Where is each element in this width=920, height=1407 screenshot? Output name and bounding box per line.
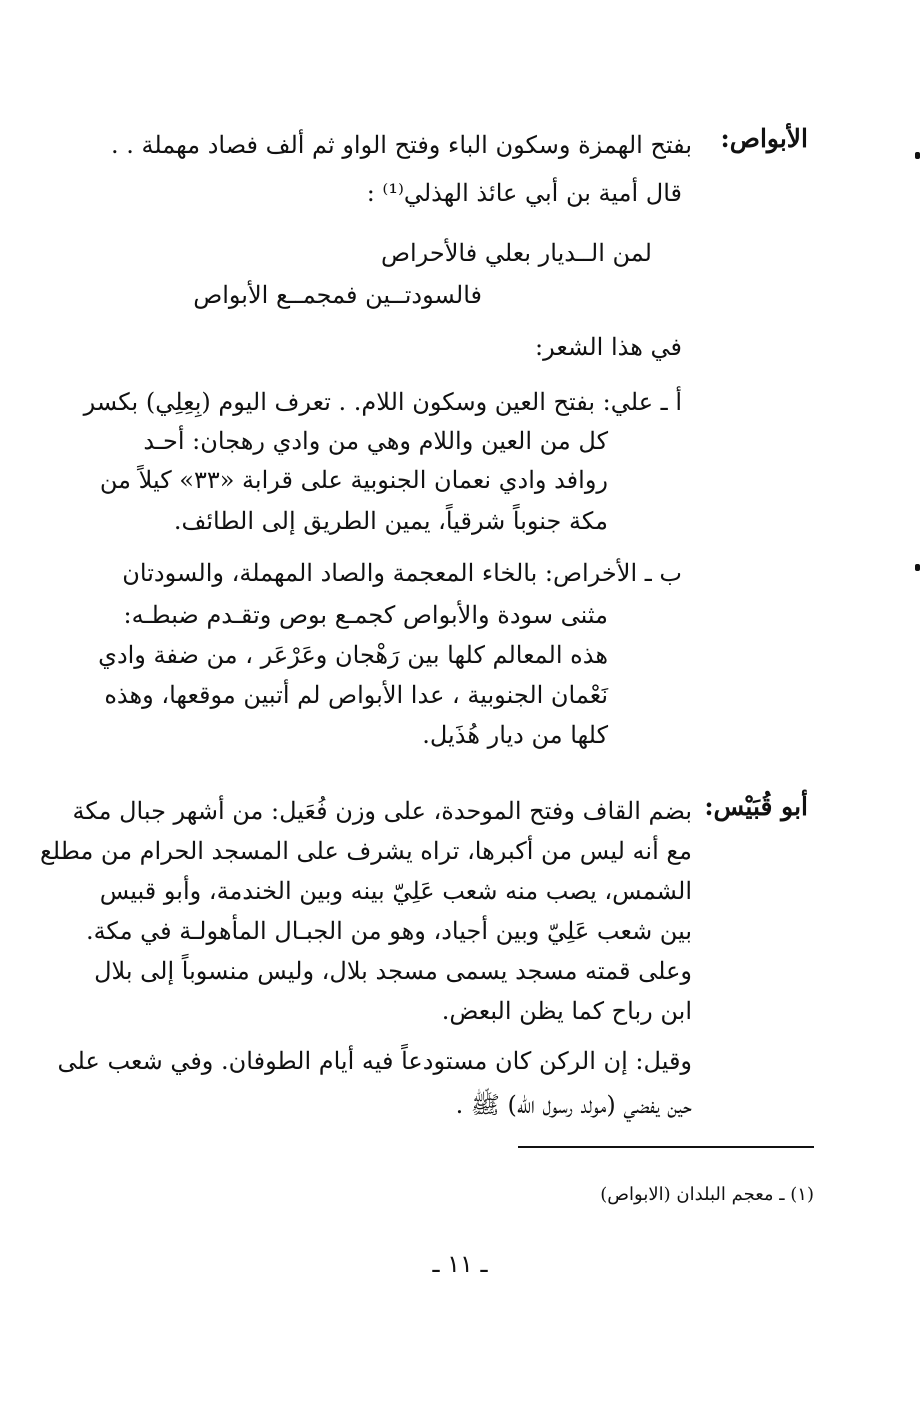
- subitem-line: هذه المعالم كلها بين رَهْجان وعَرْعَر ، من ضفة وادي: [98, 641, 608, 669]
- entry-text-line: وقيل: إن الركن كان مستودعاً فيه أيام الطوفان. وفي شعب على: [57, 1047, 692, 1075]
- scan-speck: [915, 152, 920, 159]
- subitem-line: كل من العين واللام وهي من وادي رهجان: أحـد: [143, 427, 608, 455]
- entry-term: الأبواص:: [720, 124, 808, 153]
- subitem-line: أ ـ علي: بفتح العين وسكون اللام. . تعرف اليوم (بِعِلِي) بكسر: [83, 388, 682, 416]
- entry-text-line: في هذا الشعر:: [535, 333, 682, 361]
- entry-text-line: حين يفضي (مولد رسول الله) ﷺ .: [455, 1091, 692, 1119]
- subitem-line: نَعْمان الجنوبية ، عدا الأبواص لم أتبين موقعها، وهذه: [104, 681, 608, 709]
- subitem-line: روافد وادي نعمان الجنوبية على قرابة «٣٣» كيلاً من: [99, 466, 608, 494]
- page-number: ـ ١١ ـ: [432, 1250, 488, 1278]
- entry-text-line: مع أنه ليس من أكبرها، تراه يشرف على المسجد الحرام من مطلع: [40, 837, 692, 865]
- footnote: (١) ـ معجم البلدان (الابواص): [600, 1184, 814, 1205]
- verse-line: فالسودتــين فمجمــع الأبواص: [193, 281, 482, 309]
- subitem-line: مكة جنوباً شرقياً، يمين الطريق إلى الطائف.: [173, 507, 608, 535]
- entry-text-line: قال أمية بن أبي عائذ الهذلي⁽¹⁾ :: [366, 179, 682, 207]
- subitem-line: كلها من ديار هُذَيل.: [422, 721, 608, 749]
- entry-text-line: الشمس، يصب منه شعب عَلِيّ بينه وبين الخندمة، وأبو قبيس: [99, 877, 692, 905]
- footnote-divider: [518, 1146, 814, 1148]
- subitem-line: مثنى سودة والأبواص كجمـع بوص وتقـدم ضبطـه:: [123, 601, 608, 629]
- entry-text-line: وعلى قمته مسجد يسمى مسجد بلال، وليس منسوباً إلى بلال: [94, 957, 692, 985]
- verse-line: لمن الــديار بعلي فالأحراص: [380, 239, 652, 267]
- entry-text-line: بين شعب عَلِيّ وبين أجياد، وهو من الجبـال المأهولـة في مكة.: [85, 917, 692, 945]
- entry-text-line: بفتح الهمزة وسكون الباء وفتح الواو ثم ألف فصاد مهملة . .: [110, 131, 692, 159]
- entry-term: أبو قُبَيْس:: [704, 792, 808, 821]
- entry-text-line: ابن رباح كما يظن البعض.: [441, 997, 692, 1025]
- entry-text-line: بضم القاف وفتح الموحدة، على وزن فُعَيل: من أشهر جبال مكة: [72, 797, 692, 825]
- subitem-line: ب ـ الأخراص: بالخاء المعجمة والصاد المهملة، والسودتان: [122, 559, 682, 587]
- scan-speck: [915, 564, 920, 571]
